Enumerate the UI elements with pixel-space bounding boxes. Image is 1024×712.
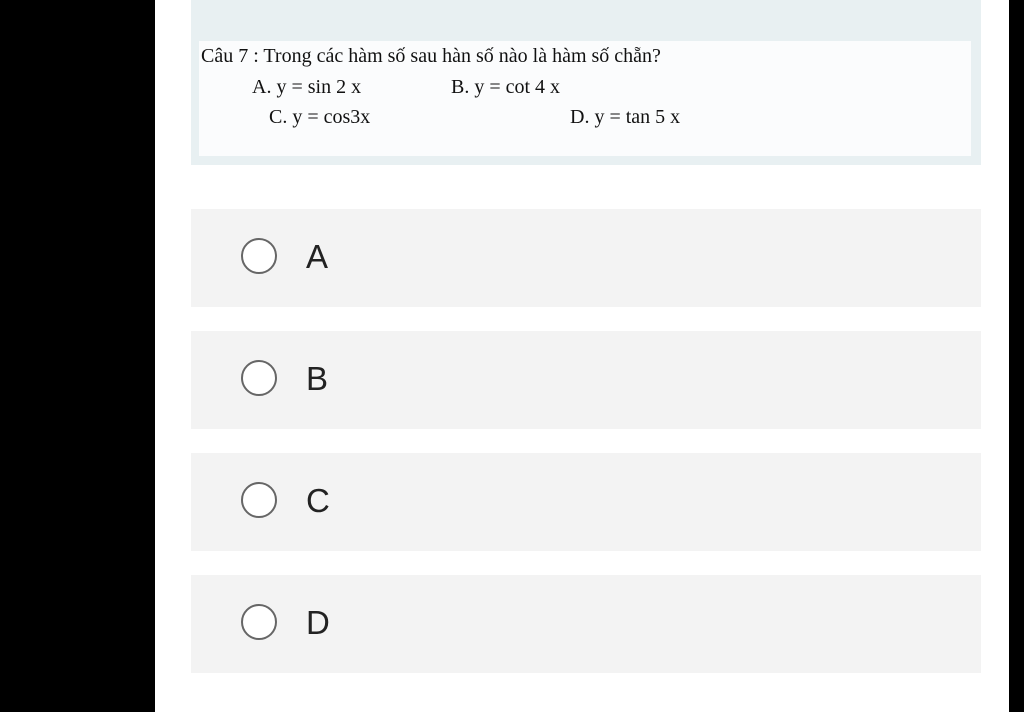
- choice-c[interactable]: [191, 453, 981, 551]
- choice-a[interactable]: [191, 209, 981, 307]
- question-title: Câu 7 : Trong các hàm số sau hàn số nào là hàm số chẵn?: [201, 45, 661, 67]
- right-black-bar: [1009, 0, 1024, 712]
- radio-button-b[interactable]: [241, 360, 277, 396]
- quiz-page: [155, 0, 1009, 712]
- option-b-text: B. y = cot 4 x: [451, 76, 561, 98]
- choice-b-label: B: [306, 360, 329, 397]
- choice-a-label: A: [306, 238, 329, 275]
- choice-c-label: C: [306, 482, 330, 519]
- question-card: [191, 0, 981, 165]
- radio-button-d[interactable]: [241, 604, 277, 640]
- option-d-text: D. y = tan 5 x: [570, 106, 681, 128]
- radio-button-a[interactable]: [241, 238, 277, 274]
- choice-d-label: D: [306, 604, 330, 641]
- question-image: [199, 41, 971, 156]
- option-c-text: C. y = cos3x: [269, 106, 371, 128]
- option-a-text: A. y = sin 2 x: [252, 76, 362, 98]
- radio-button-c[interactable]: [241, 482, 277, 518]
- choice-d[interactable]: [191, 575, 981, 673]
- left-black-bar: [0, 0, 155, 712]
- choice-b[interactable]: [191, 331, 981, 429]
